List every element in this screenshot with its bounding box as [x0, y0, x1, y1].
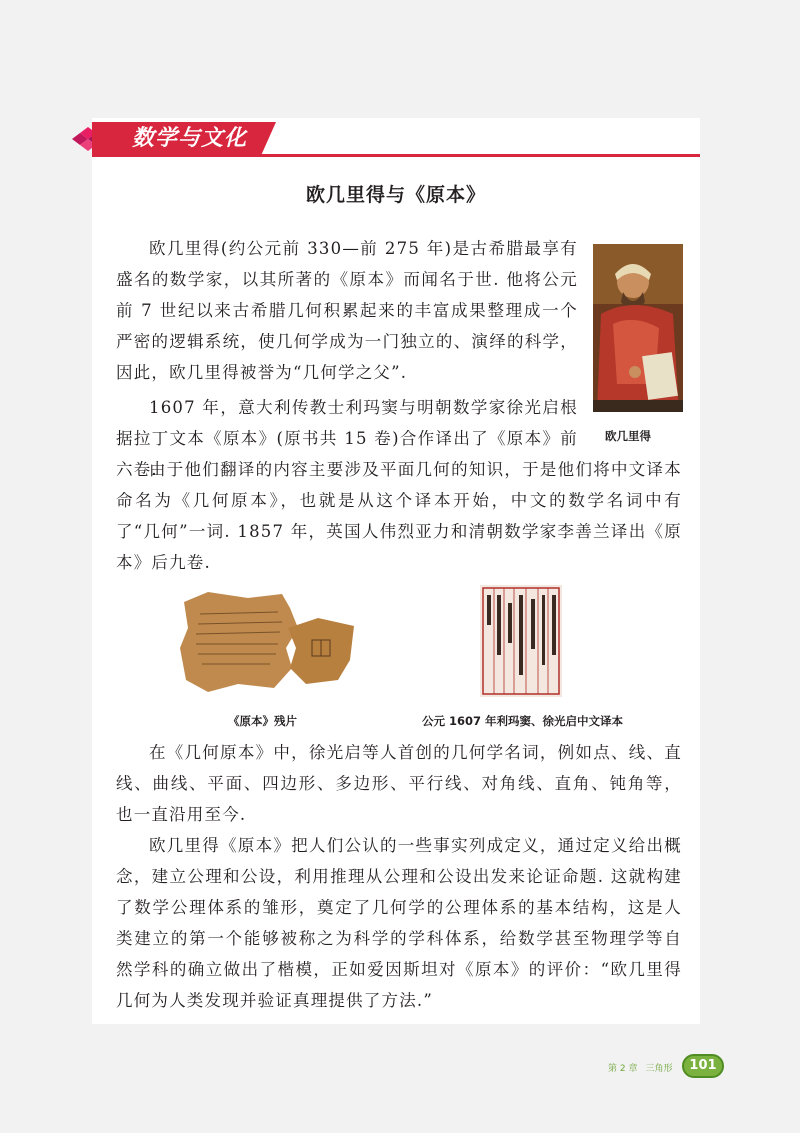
chapter-number: 第 2 章: [608, 1064, 638, 1074]
header-rule: [92, 154, 700, 157]
page-number: 101: [682, 1054, 724, 1078]
papyrus-caption: 《原本》残片: [228, 714, 297, 728]
portrait-caption: 欧几里得: [605, 429, 651, 443]
footer-chapter-label: [608, 1061, 680, 1074]
section-header: 数学与文化: [132, 126, 248, 151]
papyrus-fragment-image: [178, 588, 358, 696]
euclid-portrait: [593, 244, 683, 412]
paragraph-3: 在《几何原本》中，徐光启等人首创的几何学名词，例如点、线、直线、曲线、平面、四边形、多边形、平行线、对角线、直角、钝角等，也一直沿用至今.: [116, 743, 682, 824]
paragraph-2: 1607 年，意大利传教士利玛窦与明朝数学家徐光启根据拉丁文本《原本》(原书共 15 卷)合作译出了《原本》前六卷.: [116, 398, 578, 479]
paragraph-2-continued: 由于他们翻译的内容主要涉及平面几何的知识，于是他们将中文译本命名为《几何原本》，也就是从这个译本开始，中文的数学名词中有了“几何”一词. 1857 年，英国人伟烈亚力和清朝数学家李善兰译出《原本》后九卷.: [116, 460, 682, 572]
chinese-edition-image: [480, 585, 562, 697]
page-title: 欧几里得与《原本》: [305, 184, 486, 206]
paragraph-4: 欧几里得《原本》把人们公认的一些事实列成定义，通过定义给出概念，建立公理和公设，利用推理从公理和公设出发来论证命题. 这就构建了数学公理体系的雏形，奠定了几何学的公理体系的基本结构，这是人类建立的第一个能够被称之为科学的学科体系，给数学甚至物理学等自然学科的确立做出了楷模，正如爱因斯坦对《原本》的评价：“欧几里得几何为人类发现并验证真理提供了方法.”: [116, 836, 682, 1010]
chapter-title: 三角形: [645, 1064, 673, 1074]
chinese-edition-caption: 公元 1607 年利玛窦、徐光启中文译本: [422, 714, 624, 728]
paragraph-1: 欧几里得(约公元前 330—前 275 年)是古希腊最享有盛名的数学家，以其所著的《原本》而闻名于世. 他将公元前 7 世纪以来古希腊几何积累起来的丰富成果整理成一个严密的逻辑系统，使几何学成为一门独立的、演绎的科学，因此，欧几里得被誉为“几何学之父”.: [116, 239, 578, 382]
